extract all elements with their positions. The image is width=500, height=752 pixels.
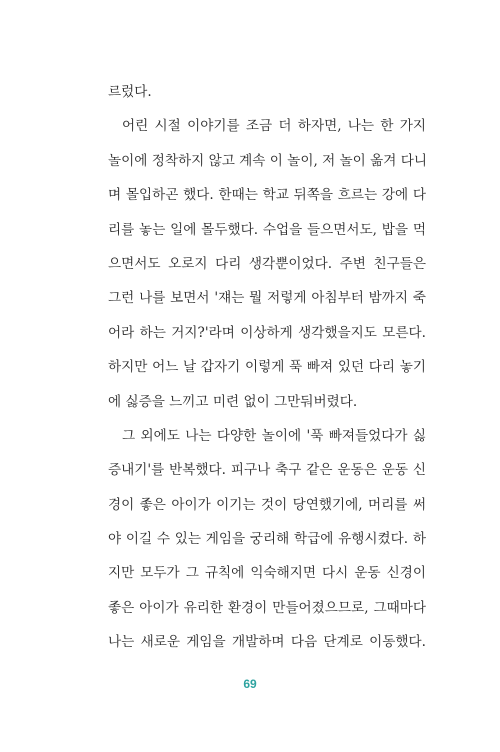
body-text <box>108 75 426 660</box>
text-line: 그 외에도 나는 다양한 놀이에 '푹 빠져들었다가 싫 <box>122 427 426 444</box>
text-line: 어린 시절 이야기를 조금 더 하자면, 나는 한 가지 <box>122 118 426 135</box>
text-line: 야 이길 수 있는 게임을 궁리해 학급에 유행시켰다. 하 <box>108 531 426 548</box>
text-line: 하지만 어느 날 갑자기 이렇게 푹 빠져 있던 다리 놓기 <box>108 359 426 376</box>
text-line: 어라 하는 거지?'라며 이상하게 생각했을지도 모른다. <box>108 324 426 341</box>
text-line: 놀이에 정착하지 않고 계속 이 놀이, 저 놀이 옮겨 다니 <box>108 152 427 169</box>
text-line: 에 싫증을 느끼고 미련 없이 그만둬버렸다. <box>108 393 358 410</box>
text-line: 리를 놓는 일에 몰두했다. 수업을 들으면서도, 밥을 먹 <box>108 221 426 238</box>
text-line: 지만 모두가 그 규칙에 익숙해지면 다시 운동 신경이 <box>108 565 426 582</box>
text-line: 며 몰입하곤 했다. 한때는 학교 뒤쪽을 흐르는 강에 다 <box>108 187 426 204</box>
text-line: 그런 나를 보면서 '쟤는 뭘 저렇게 아침부터 밤까지 죽 <box>108 290 426 307</box>
page-number: 69 <box>243 677 257 691</box>
text-line: 나는 새로운 게임을 개발하며 다음 단계로 이동했다. <box>108 634 426 651</box>
text-line: 으면서도 오로지 다리 생각뿐이었다. 주변 친구들은 <box>108 255 426 272</box>
text-line: 경이 좋은 아이가 이기는 것이 당연했기에, 머리를 써 <box>108 496 426 513</box>
text-line: 증내기'를 반복했다. 피구나 축구 같은 운동은 운동 신 <box>108 462 426 479</box>
text-line: 좋은 아이가 유리한 환경이 만들어졌으므로, 그때마다 <box>108 599 426 616</box>
text-line: 르렀다. <box>108 84 152 100</box>
